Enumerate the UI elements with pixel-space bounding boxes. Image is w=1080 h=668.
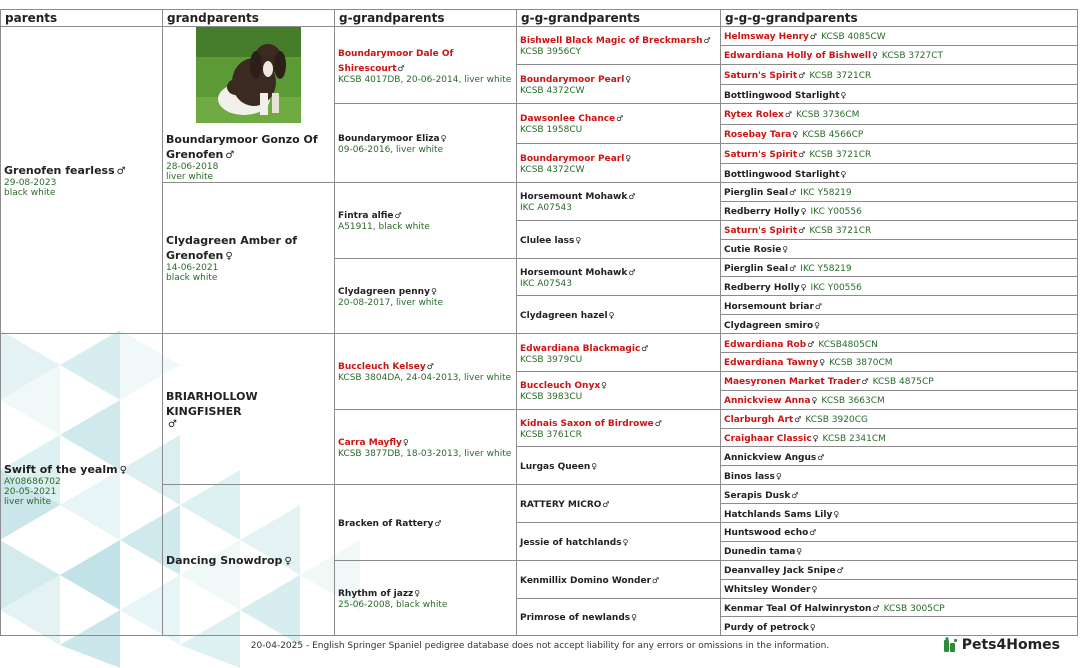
g-g-g-grandparent-cell: Deanvalley Jack Snipe♂ — [721, 560, 1078, 579]
g-g-grandparent-cell: Horsemount Mohawk♂ IKC A07543 — [517, 258, 721, 296]
g-g-grandparent-cell: Dawsonlee Chance♂ KCSB 1958CU — [517, 104, 721, 143]
g-g-g-grandparent-cell: Annickview Anna♀ KCSB 3663CM — [721, 390, 1078, 409]
g-g-g-grandparent-cell: Edwardiana Rob♂ KCSB4805CN — [721, 334, 1078, 353]
dog-photo — [196, 27, 301, 123]
g-g-g-grandparent-cell: Clydagreen smiro♀ — [721, 315, 1078, 334]
g-grandparent-cell: Fintra alfie♂ A51911, black white — [335, 183, 517, 259]
grandparent-name[interactable]: Clydagreen Amber of Grenofen — [166, 234, 298, 263]
dog-name-link[interactable]: Buccleuch Onyx — [520, 381, 601, 392]
dog-name-link[interactable]: Saturn's Spirit — [724, 149, 798, 160]
g-g-grandparent-cell: Edwardiana Blackmagic♂ KCSB 3979CU — [517, 334, 721, 372]
dog-name-link[interactable]: Boundarymoor Pearl — [520, 74, 625, 85]
dog-name-link[interactable]: Helmsway Henry — [724, 32, 809, 43]
g-g-g-grandparent-cell: Bottlingwood Starlight♀ — [721, 85, 1078, 104]
dog-name[interactable]: Hatchlands Sams Lily — [724, 509, 833, 520]
grandparent-name[interactable]: BRIARHOLLOW KINGFISHER — [166, 389, 258, 418]
g-grandparent-cell: Carra Mayfly♀ KCSB 3877DB, 18-03-2013, liver white — [335, 409, 517, 485]
dog-name[interactable]: Kenmillix Domino Wonder — [520, 575, 652, 586]
g-g-grandparent-cell: Buccleuch Onyx♀ KCSB 3983CU — [517, 371, 721, 409]
dog-name[interactable]: Dunedin tama — [724, 547, 796, 558]
dog-name-link[interactable]: Rytex Rolex — [724, 110, 784, 121]
grandparent-name[interactable]: Dancing Snowdrop — [166, 553, 283, 567]
dog-name[interactable]: Clulee lass — [520, 235, 575, 246]
header-g-g-grandparents: g-g-grandparents — [517, 10, 721, 27]
brand-logo[interactable] — [943, 637, 1060, 653]
grandparent-cell: BRIARHOLLOW KINGFISHER ♂ — [163, 334, 335, 485]
g-g-g-grandparent-cell: Rosebay Tara♀ KCSB 4566CP — [721, 124, 1078, 143]
grandparent-cell: Dancing Snowdrop ♀ — [163, 485, 335, 636]
g-g-g-grandparent-cell: Saturn's Spirit♂ KCSB 3721CR — [721, 64, 1078, 85]
dog-name[interactable]: Binos lass — [724, 471, 775, 482]
g-grandparent-cell: Rhythm of jazz♀ 25-06-2008, black white — [335, 560, 517, 636]
g-g-g-grandparent-cell: Huntswood echo♂ — [721, 523, 1078, 542]
g-g-g-grandparent-cell: Bottlingwood Starlight♀ — [721, 164, 1078, 183]
g-grandparent-cell: Buccleuch Kelsey♂ KCSB 3804DA, 24-04-2013, liver white — [335, 334, 517, 410]
g-g-grandparent-cell: RATTERY MICRO♂ — [517, 485, 721, 523]
g-g-g-grandparent-cell: Purdy of petrock♀ — [721, 617, 1078, 636]
g-g-g-grandparent-cell: Rytex Rolex♂ KCSB 3736CM — [721, 104, 1078, 125]
dog-name[interactable]: Annickview Angus — [724, 452, 817, 463]
dog-name-link[interactable]: Boundarymoor Pearl — [520, 153, 625, 164]
g-g-grandparent-cell: Primrose of newlands♀ — [517, 598, 721, 636]
dog-name[interactable]: Bottlingwood Starlight — [724, 90, 840, 101]
parent-name[interactable]: Swift of the yealm — [4, 463, 118, 477]
parent-cell-sire: Grenofen fearless ♂ 29-08-2023 black white — [1, 27, 163, 334]
g-g-grandparent-cell: Bishwell Black Magic of Breckmarsh♂ KCSB 3956CY — [517, 27, 721, 65]
dog-name[interactable]: Jessie of hatchlands — [520, 537, 622, 548]
g-g-g-grandparent-cell: Annickview Angus♂ — [721, 447, 1078, 466]
dog-name[interactable]: Cutie Rosie — [724, 245, 782, 256]
dog-name[interactable]: Huntswood echo — [724, 528, 809, 539]
g-g-g-grandparent-cell: Saturn's Spirit♂ KCSB 3721CR — [721, 143, 1078, 164]
dog-name[interactable]: Whitsley Wonder — [724, 585, 811, 596]
g-g-g-grandparent-cell: Pierglin Seal♂ IKC Y58219 — [721, 258, 1078, 277]
grandparent-name[interactable]: Boundarymoor Gonzo Of Grenofen — [166, 133, 318, 161]
header-parents: parents — [1, 10, 163, 27]
dog-name[interactable]: Clydagreen penny — [338, 286, 430, 297]
parent-cell-dam: Swift of the yealm ♀ AY08686702 20-05-2021 liver white — [1, 334, 163, 636]
dog-name-link[interactable]: Rosebay Tara — [724, 130, 792, 141]
g-g-g-grandparent-cell: Edwardiana Tawny♀ KCSB 3870CM — [721, 353, 1078, 372]
g-grandparent-cell: Boundarymoor Eliza♀ 09-06-2016, liver white — [335, 104, 517, 183]
dog-name-link[interactable]: Maesyronen Market Trader — [724, 377, 861, 388]
dog-name-link[interactable]: Boundarymoor Dale Of Shirescourt — [338, 48, 454, 74]
dog-name-link[interactable]: Saturn's Spirit — [724, 226, 798, 237]
g-g-g-grandparent-cell: Whitsley Wonder♀ — [721, 579, 1078, 598]
dog-name[interactable]: Clydagreen smiro — [724, 320, 814, 331]
grandparent-cell: Clydagreen Amber of Grenofen ♀ 14-06-2021 black white — [163, 183, 335, 334]
g-g-grandparent-cell: Jessie of hatchlands♀ — [517, 523, 721, 561]
g-g-g-grandparent-cell: Cutie Rosie♀ — [721, 239, 1078, 258]
dog-name[interactable]: Fintra alfie — [338, 211, 394, 222]
dog-name-link[interactable]: Craighaar Classic — [724, 434, 812, 445]
dog-name-link[interactable]: Kidnais Saxon of Birdrowe — [520, 419, 654, 430]
dog-name[interactable]: Bracken of Rattery — [338, 519, 434, 530]
g-g-g-grandparent-cell: Helmsway Henry♂ KCSB 4085CW — [721, 27, 1078, 46]
g-g-grandparent-cell: Lurgas Queen♀ — [517, 447, 721, 485]
g-g-g-grandparent-cell: Edwardiana Holly of Bishwell♀ KCSB 3727CT — [721, 45, 1078, 64]
dog-name[interactable]: Horsemount briar — [724, 301, 814, 312]
dog-name-link[interactable]: Dawsonlee Chance — [520, 114, 616, 125]
parent-name[interactable]: Grenofen fearless — [4, 163, 115, 177]
grandparent-cell: Boundarymoor Gonzo Of Grenofen ♂ 28-06-2018 liver white — [163, 27, 335, 183]
g-g-g-grandparent-cell: Redberry Holly♀ IKC Y00556 — [721, 201, 1078, 220]
dog-name[interactable]: Redberry Holly — [724, 282, 800, 293]
g-g-g-grandparent-cell: Redberry Holly♀ IKC Y00556 — [721, 277, 1078, 296]
dog-name[interactable]: Primrose of newlands — [520, 613, 631, 624]
dog-name[interactable]: Pierglin Seal — [724, 264, 789, 274]
g-g-g-grandparent-cell: Dunedin tama♀ — [721, 541, 1078, 560]
dog-name[interactable]: Serapis Dusk — [724, 490, 791, 501]
g-g-g-grandparent-cell: Hatchlands Sams Lily♀ — [721, 504, 1078, 523]
g-grandparent-cell: Boundarymoor Dale Of Shirescourt♂ KCSB 4017DB, 20-06-2014, liver white — [335, 27, 517, 104]
g-grandparent-cell: Clydagreen penny♀ 20-08-2017, liver white — [335, 258, 517, 334]
g-g-g-grandparent-cell: Pierglin Seal♂ IKC Y58219 — [721, 183, 1078, 202]
dog-name[interactable]: Pierglin Seal — [724, 188, 789, 199]
dog-name-link[interactable]: Edwardiana Tawny — [724, 358, 819, 369]
paw-icon — [943, 637, 959, 653]
dog-name-link[interactable]: Saturn's Spirit — [724, 71, 798, 82]
dog-name-link[interactable]: Edwardiana Holly of Bishwell — [724, 51, 872, 62]
dog-name[interactable]: Clydagreen hazel — [520, 311, 608, 322]
dog-name[interactable]: Rhythm of jazz — [338, 589, 414, 600]
dog-name[interactable]: Lurgas Queen — [520, 462, 591, 473]
g-g-g-grandparent-cell: Horsemount briar♂ — [721, 296, 1078, 315]
dog-name[interactable]: Horsemount Mohawk — [520, 192, 628, 203]
g-g-grandparent-cell: Clulee lass♀ — [517, 220, 721, 258]
header-grandparents: grandparents — [163, 10, 335, 27]
header-g-grandparents: g-grandparents — [335, 10, 517, 27]
dog-name-link[interactable]: Bishwell Black Magic of Breckmarsh — [520, 36, 703, 47]
g-g-grandparent-cell: Clydagreen hazel♀ — [517, 296, 721, 334]
dog-name[interactable]: Horsemount Mohawk — [520, 267, 628, 278]
dog-name-link[interactable]: Carra Mayfly — [338, 437, 402, 448]
g-grandparent-cell: Bracken of Rattery♂ — [335, 485, 517, 561]
pedigree-table — [0, 9, 1078, 636]
g-g-g-grandparent-cell: Saturn's Spirit♂ KCSB 3721CR — [721, 220, 1078, 239]
header-g-g-g-grandparents: g-g-g-grandparents — [721, 10, 1078, 27]
dog-name[interactable]: Purdy of petrock — [724, 622, 809, 633]
g-g-grandparent-cell: Horsemount Mohawk♂ IKC A07543 — [517, 183, 721, 221]
g-g-g-grandparent-cell: Maesyronen Market Trader♂ KCSB 4875CP — [721, 371, 1078, 390]
dog-name-link[interactable]: Edwardiana Blackmagic — [520, 343, 641, 354]
footer-disclaimer: 20-04-2025 - English Springer Spaniel pedigree database does not accept liability for any errors or omissions in the information. — [250, 641, 830, 651]
g-g-grandparent-cell: Kidnais Saxon of Birdrowe♂ KCSB 3761CR — [517, 409, 721, 447]
dog-name[interactable]: RATTERY MICRO — [520, 500, 602, 511]
g-g-g-grandparent-cell: Kenmar Teal Of Halwinryston♂ KCSB 3005CP — [721, 598, 1078, 617]
g-g-grandparent-cell: Boundarymoor Pearl♀ KCSB 4372CW — [517, 143, 721, 182]
dog-name[interactable]: Kenmar Teal Of Halwinryston — [724, 604, 872, 615]
g-g-g-grandparent-cell: Serapis Dusk♂ — [721, 485, 1078, 504]
g-g-grandparent-cell: Kenmillix Domino Wonder♂ — [517, 560, 721, 598]
dog-name[interactable]: Redberry Holly — [724, 207, 800, 218]
dog-name-link[interactable]: Annickview Anna — [724, 396, 811, 407]
dog-name[interactable]: Deanvalley Jack Snipe — [724, 566, 836, 577]
g-g-g-grandparent-cell: Clarburgh Art♂ KCSB 3920CG — [721, 409, 1078, 428]
dog-name[interactable]: Bottlingwood Starlight — [724, 169, 840, 180]
g-g-grandparent-cell: Boundarymoor Pearl♀ KCSB 4372CW — [517, 64, 721, 103]
g-g-g-grandparent-cell: Craighaar Classic♀ KCSB 2341CM — [721, 428, 1078, 447]
dog-name-link[interactable]: Buccleuch Kelsey — [338, 362, 426, 373]
dog-name-link[interactable]: Clarburgh Art — [724, 415, 794, 426]
dog-name[interactable]: Boundarymoor Eliza — [338, 134, 440, 145]
dog-name-link[interactable]: Edwardiana Rob — [724, 339, 807, 350]
g-g-g-grandparent-cell: Binos lass♀ — [721, 466, 1078, 485]
brand-name: Pets4Homes — [961, 637, 1060, 653]
